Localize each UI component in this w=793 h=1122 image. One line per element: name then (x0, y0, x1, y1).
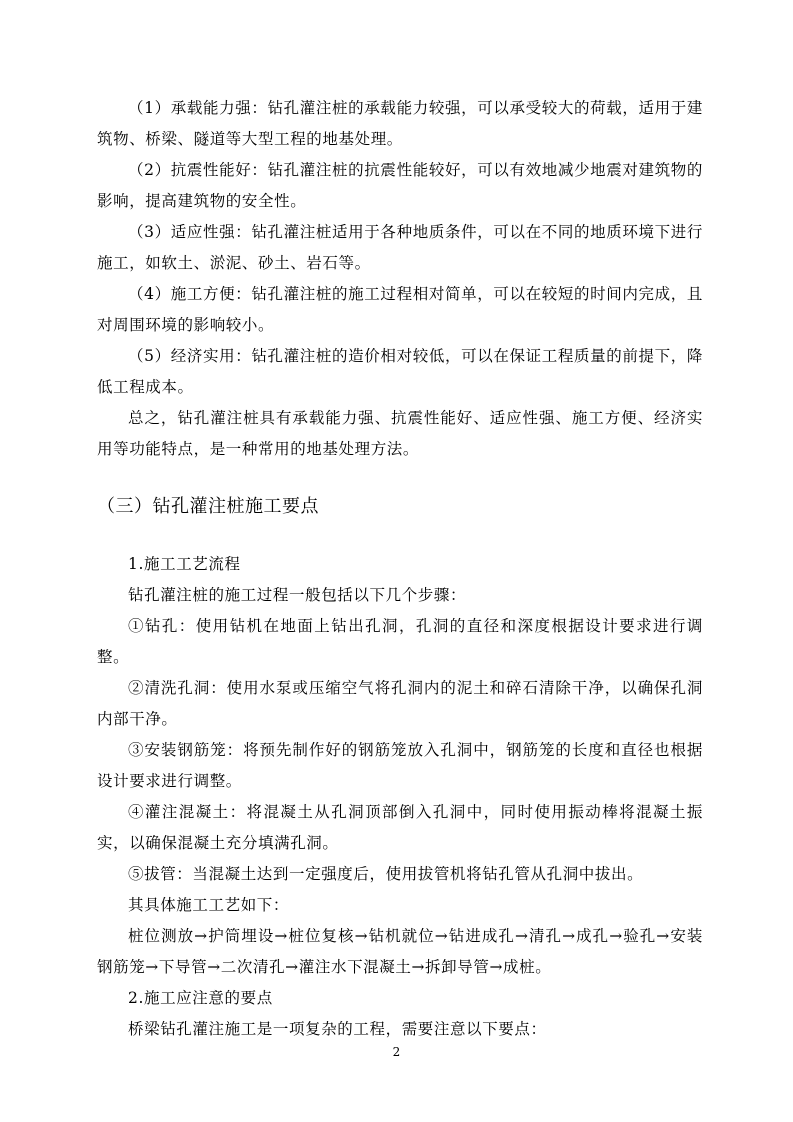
paragraph-adaptability: （3）适应性强：钻孔灌注桩适用于各种地质条件，可以在不同的地质环境下进行施工，如软土、淤泥、砂土、岩石等。 (97, 223, 703, 272)
section-heading: （三）钻孔灌注桩施工要点 (97, 496, 319, 517)
paragraph-economy: （5）经济实用：钻孔灌注桩的造价相对较低，可以在保证工程质量的前提下，降低工程成本。 (97, 347, 703, 396)
page-number: 2 (392, 1045, 401, 1059)
subheading-key-points: 2.施工应注意的要点 (128, 989, 273, 1007)
paragraph-steps-intro: 钻孔灌注桩的施工过程一般包括以下几个步骤： (128, 586, 467, 604)
paragraph-convenience: （4）施工方便：钻孔灌注桩的施工过程相对简单，可以在较短的时间内完成，且对周围环境的影响较小。 (97, 285, 703, 334)
page-content (97, 93, 703, 1045)
paragraph-step-drilling: ①钻孔：使用钻机在地面上钻出孔洞，孔洞的直径和深度根据设计要求进行调整。 (97, 617, 703, 666)
subheading-process: 1.施工工艺流程 (128, 555, 241, 573)
paragraph-step-cage: ③安装钢筋笼：将预先制作好的钢筋笼放入孔洞中，钢筋笼的长度和直径也根据设计要求进行调整。 (97, 741, 703, 790)
paragraph-key-points-intro: 桥梁钻孔灌注施工是一项复杂的工程，需要注意以下要点： (128, 1020, 547, 1038)
paragraph-process-flow: 桩位测放→护筒埋设→桩位复核→钻机就位→钻进成孔→清孔→成孔→验孔→安装钢筋笼→下导管→二次清孔→灌注水下混凝土→拆卸导管→成桩。 (97, 927, 703, 976)
paragraph-summary: 总之，钻孔灌注桩具有承载能力强、抗震性能好、适应性强、施工方便、经济实用等功能特点，是一种常用的地基处理方法。 (97, 409, 703, 458)
paragraph-step-cleaning: ②清洗孔洞：使用水泵或压缩空气将孔洞内的泥土和碎石清除干净，以确保孔洞内部干净。 (97, 679, 703, 728)
paragraph-load-capacity: （1）承载能力强：钻孔灌注桩的承载能力较强，可以承受较大的荷载，适用于建筑物、桥梁、隧道等大型工程的地基处理。 (97, 99, 703, 148)
paragraph-step-extract: ⑤拔管：当混凝土达到一定强度后，使用拔管机将钻孔管从孔洞中拔出。 (128, 865, 644, 883)
paragraph-step-concrete: ④灌注混凝土：将混凝土从孔洞顶部倒入孔洞中，同时使用振动棒将混凝土振实，以确保混凝土充分填满孔洞。 (97, 803, 703, 852)
paragraph-process-intro: 其具体施工工艺如下： (128, 896, 290, 914)
paragraph-seismic: （2）抗震性能好：钻孔灌注桩的抗震性能较好，可以有效地减少地震对建筑物的影响，提高建筑物的安全性。 (97, 161, 703, 210)
